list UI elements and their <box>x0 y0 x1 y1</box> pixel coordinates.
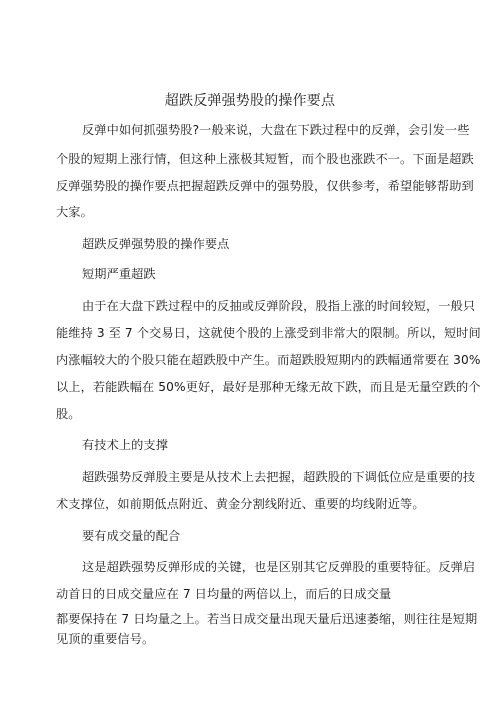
section-heading: 短期严重超跌 <box>82 267 156 281</box>
section-heading: 超跌反弹强势股的操作要点 <box>82 237 230 251</box>
paragraph-line: 内涨幅较大的个股只能在超跌股中产生。而超跌股短期内的跌幅通常要在 30% <box>56 353 481 367</box>
section-heading: 要有成交量的配合 <box>82 529 181 543</box>
paragraph-line: 反弹强势股的操作要点把握超跌反弹中的强势股，仅供参考，希望能够帮助到 <box>56 179 474 193</box>
paragraph-line: 见顶的重要信号。 <box>56 632 155 646</box>
paragraph-line: 股。 <box>56 407 81 421</box>
document-title: 超跌反弹强势股的操作要点 <box>164 93 336 109</box>
paragraph-line: 反弹中如何抓强势股?一般来说，大盘在下跌过程中的反弹，会引发一些 <box>82 123 470 137</box>
paragraph-line: 以上，若能跌幅在 50%更好，最好是那种无缘无故下跌，而且是无量空跌的个 <box>56 380 481 394</box>
paragraph-line: 由于在大盘下跌过程中的反抽或反弹阶段，股指上涨的时间较短，一般只 <box>82 299 476 313</box>
paragraph-line: 大家。 <box>56 205 93 219</box>
paragraph-line: 动首日的日成交量应在 7 日均量的两倍以上，而后的日成交量 <box>56 587 392 601</box>
paragraph-line: 这是超跌强势反弹形成的关键，也是区别其它反弹股的重要特征。反弹启 <box>82 560 476 574</box>
section-heading: 有技术上的支撑 <box>82 438 169 452</box>
paragraph-line: 超跌强势反弹股主要是从技术上去把握，超跌股的下调低位应是重要的技 <box>82 470 476 484</box>
paragraph-line: 术支撑位，如前期低点附近、黄金分割线附近、重要的均线附近等。 <box>56 497 425 511</box>
paragraph-line: 个股的短期上涨行情，但这种上涨极其短暂，而个股也涨跌不一。下面是超跌 <box>56 152 474 166</box>
paragraph-line: 能维持 3 至 7 个交易日，这就使个股的上涨受到非常大的限制。所以，短时间 <box>56 326 481 340</box>
paragraph-line: 都要保持在 7 日均量之上。若当日成交量出现天量后迅速萎缩，则往往是短期 <box>56 612 478 626</box>
